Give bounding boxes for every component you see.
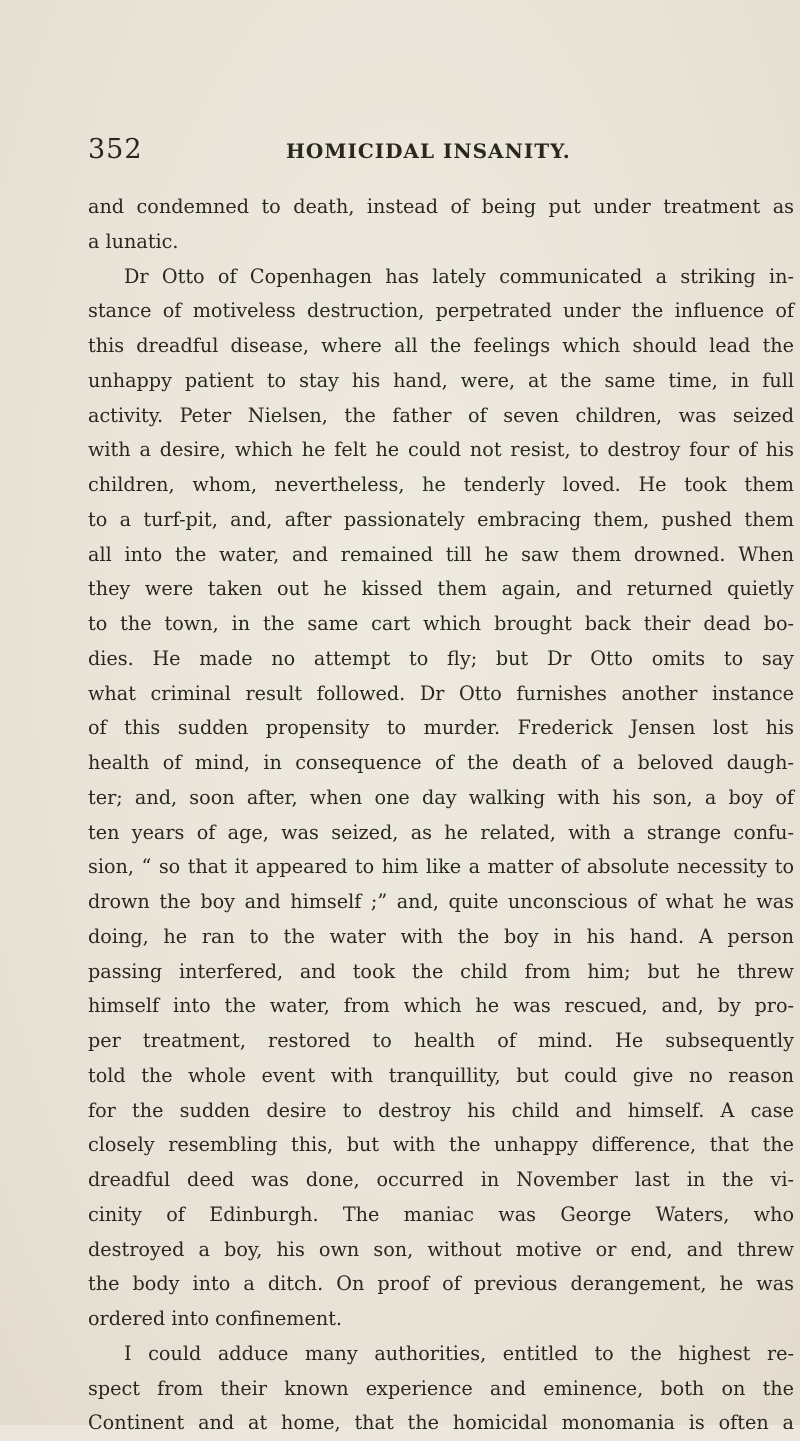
text-line: passing interfered, and took the child from him; but he threw <box>88 959 794 983</box>
page-number: 352 <box>88 134 143 165</box>
text-line: for the sudden desire to destroy his child and himself. A case <box>88 1098 794 1122</box>
running-title: HOMICIDAL INSANITY. <box>286 139 571 163</box>
text-line: with a desire, which he felt he could not resist, to destroy four of his <box>88 438 794 462</box>
text-line: sion, “ so that it appeared to him like a matter of absolute necessity to <box>88 855 794 879</box>
text-line: I could adduce many authorities, entitled to the highest re- <box>124 1341 794 1365</box>
text-line: told the whole event with tranquillity, but could give no reason <box>88 1063 794 1087</box>
text-line: the body into a ditch. On proof of previous derangement, he was <box>88 1272 794 1296</box>
text-line: cinity of Edinburgh. The maniac was George Waters, who <box>88 1202 794 1226</box>
page-header <box>88 134 788 168</box>
text-line: health of mind, in consequence of the death of a beloved daugh- <box>88 751 794 774</box>
text-line: closely resembling this, but with the unhappy difference, that the <box>88 1133 794 1157</box>
text-line: all into the water, and remained till he saw them drowned. When <box>88 542 794 566</box>
text-line: dies. He made no attempt to fly; but Dr Otto omits to say <box>88 646 794 670</box>
text-line: this dreadful disease, where all the feelings which should lead the <box>88 334 794 357</box>
text-line: to a turf-pit, and, after passionately embracing them, pushed them <box>88 507 794 531</box>
text-line: stance of motiveless destruction, perpetrated under the influence of <box>88 299 794 323</box>
text-line: unhappy patient to stay his hand, were, at the same time, in full <box>88 368 794 392</box>
text-line: per treatment, restored to health of mind. He subsequently <box>88 1029 794 1052</box>
text-line: of this sudden propensity to murder. Frederick Jensen lost his <box>88 716 794 740</box>
text-line: doing, he ran to the water with the boy in his hand. A person <box>88 924 794 948</box>
text-line: ter; and, soon after, when one day walking with his son, a boy of <box>88 785 794 809</box>
text-line: himself into the water, from which he was rescued, and, by pro- <box>88 994 794 1018</box>
text-line: and condemned to death, instead of being put under treatment as <box>88 195 794 218</box>
text-line: a lunatic. <box>88 229 179 253</box>
text-line: children, whom, nevertheless, he tenderly loved. He took them <box>88 473 794 496</box>
text-line: ordered into confinement. <box>88 1307 343 1330</box>
text-line: dreadful deed was done, occurred in November last in the vi- <box>88 1168 794 1191</box>
text-line: Dr Otto of Copenhagen has lately communicated a striking in- <box>124 264 794 288</box>
text-line: activity. Peter Nielsen, the father of seven children, was seized <box>88 403 794 427</box>
text-line: they were taken out he kissed them again, and returned quietly <box>88 577 794 601</box>
text-line: Continent and at home, that the homicidal monomania is often a <box>88 1411 794 1435</box>
text-line: what criminal result followed. Dr Otto furnishes another instance <box>88 681 794 705</box>
text-line: spect from their known experience and eminence, both on the <box>88 1376 794 1400</box>
text-line: to the town, in the same cart which brought back their dead bo- <box>88 612 794 635</box>
text-line: ten years of age, was seized, as he related, with a strange confu- <box>88 820 794 844</box>
body-text <box>88 190 794 1441</box>
text-line: destroyed a boy, his own son, without motive or end, and threw <box>88 1237 794 1261</box>
text-line: drown the boy and himself ;” and, quite unconscious of what he was <box>88 890 794 913</box>
